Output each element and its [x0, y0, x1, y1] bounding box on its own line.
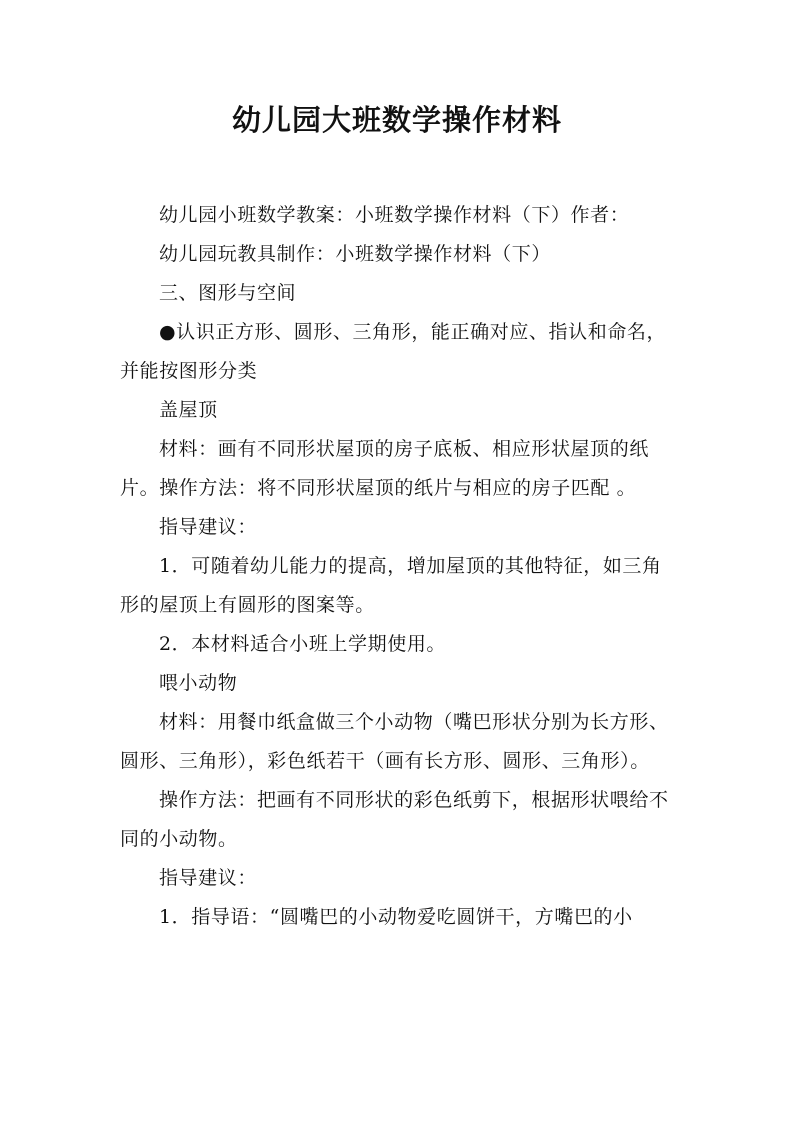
document-title: 幼儿园大班数学操作材料 — [231, 103, 562, 137]
paragraph-11: 材料：用餐巾纸盒做三个小动物（嘴巴形状分别为长方形、圆形、三角形），彩色纸若干（画有长方形、圆形、三角形）。 — [120, 711, 669, 772]
paragraph-8: 1．可随着幼儿能力的提高，增加屋顶的其他特征，如三角形的屋顶上有圆形的图案等。 — [120, 555, 662, 616]
paragraph-1: 幼儿园小班数学教案：小班数学操作材料（下）作者： — [158, 204, 630, 226]
paragraph-3: 三、图形与空间 — [158, 282, 297, 304]
paragraph-4: ●认识正方形、圆形、三角形，能正确对应、指认和命名，并能按图形分类 — [120, 321, 667, 382]
paragraph-5: 盖屋顶 — [158, 399, 218, 421]
paragraph-14: 1．指导语：“圆嘴巴的小动物爱吃圆饼干，方嘴巴的小 — [158, 906, 633, 928]
paragraph-9: 2．本材料适合小班上学期使用。 — [158, 633, 447, 655]
paragraph-2: 幼儿园玩教具制作：小班数学操作材料（下） — [158, 243, 551, 265]
paragraph-6: 材料：画有不同形状屋顶的房子底板、相应形状屋顶的纸片。操作方法：将不同形状屋顶的纸片与相应的房子匹配 。 — [120, 438, 649, 499]
paragraph-13: 指导建议： — [158, 867, 257, 889]
document-body — [120, 196, 676, 937]
paragraph-7: 指导建议： — [158, 516, 257, 538]
paragraph-12: 操作方法：把画有不同形状的彩色纸剪下，根据形状喂给不同的小动物。 — [120, 789, 669, 850]
paragraph-10: 喂小动物 — [158, 672, 238, 694]
